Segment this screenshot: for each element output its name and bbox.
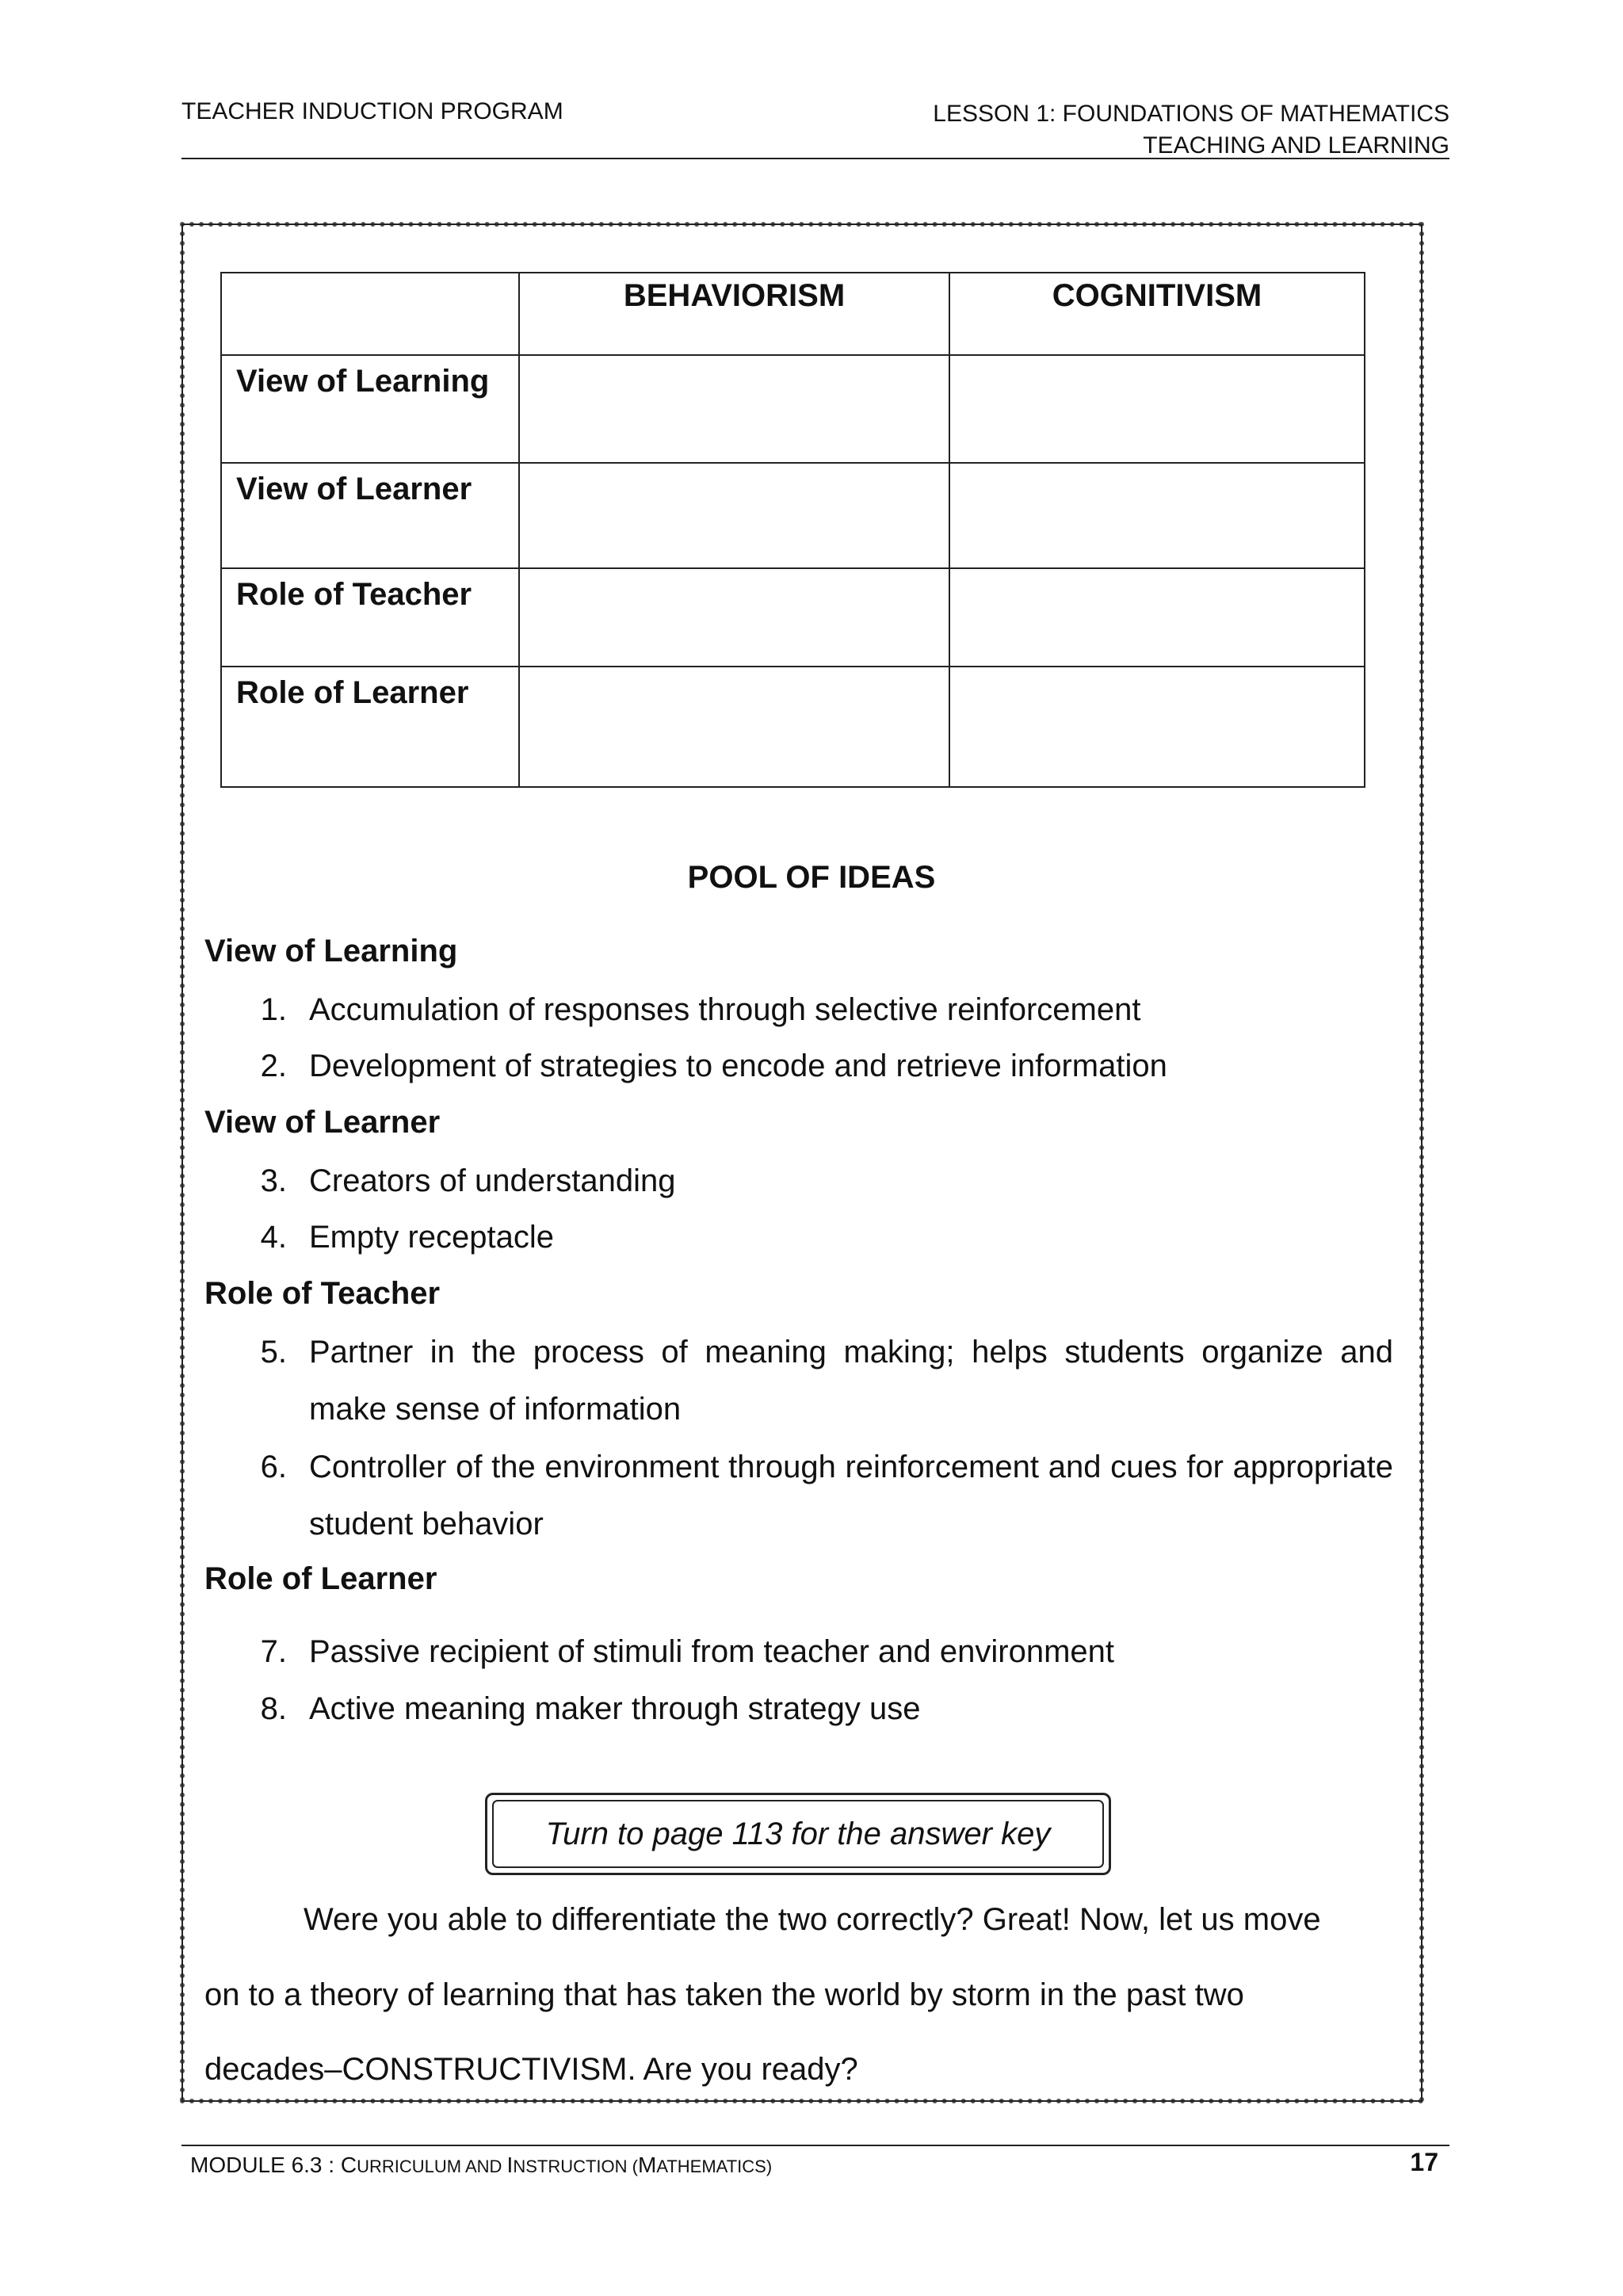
item-number: 4. (260, 1220, 287, 1255)
item-text: Empty receptacle (309, 1220, 555, 1255)
behaviorism-view-of-learner-cell[interactable] (519, 463, 949, 568)
item-number: 3. (260, 1163, 287, 1198)
footer-module: MODULE 6.3 : (190, 2153, 341, 2177)
table-row (221, 568, 1365, 667)
behaviorism-role-of-teacher-cell[interactable] (519, 568, 949, 667)
section-heading-view-of-learning: View of Learning (204, 934, 458, 968)
page-header-right (933, 98, 1449, 162)
footer-mathematics-rest: ATHEMATICS) (656, 2157, 773, 2176)
header-right-line1: LESSON 1: FOUNDATIONS OF MATHEMATICS (933, 101, 1449, 127)
cognitivism-role-of-teacher-cell[interactable] (949, 568, 1365, 667)
closing-paragraph-line3: decades–CONSTRUCTIVISM. Are you ready? (204, 2052, 858, 2087)
pool-of-ideas-title: POOL OF IDEAS (687, 860, 936, 895)
footer-instruction-rest: NSTRUCTION ( (513, 2157, 638, 2176)
item-text: Controller of the environment through reinforcement and cues for appropriate student behavior (309, 1450, 1393, 1541)
item-text: Accumulation of responses through selective reinforcement (309, 992, 1141, 1027)
item-number: 1. (260, 992, 287, 1027)
item-number: 8. (260, 1691, 287, 1726)
table-row (221, 667, 1365, 787)
table-header-cognitivism: COGNITIVISM (949, 273, 1365, 355)
item-number: 5. (260, 1335, 287, 1370)
footer-curriculum-rest: URRICULUM AND (357, 2157, 507, 2176)
item-text: Partner in the process of meaning making; helps students organize and make sense of information (309, 1335, 1393, 1427)
table-row (221, 463, 1365, 568)
closing-paragraph-line1: Were you able to differentiate the two correctly? Great! Now, let us move (304, 1902, 1321, 1937)
footer-initial-c: C (340, 2153, 357, 2177)
table-row (221, 355, 1365, 463)
item-text: Development of strategies to encode and retrieve information (309, 1049, 1167, 1083)
section-heading-role-of-teacher: Role of Teacher (204, 1276, 441, 1311)
section-heading-view-of-learner: View of Learner (204, 1105, 441, 1140)
list-item (252, 1438, 1393, 1553)
comparison-table (220, 272, 1365, 788)
item-text: Passive recipient of stimuli from teacher and environment (309, 1634, 1115, 1669)
cognitivism-view-of-learning-cell[interactable] (949, 355, 1365, 463)
table-header-blank (221, 273, 519, 355)
item-number: 6. (260, 1450, 287, 1484)
list-item (252, 1324, 1393, 1438)
cognitivism-role-of-learner-cell[interactable] (949, 667, 1365, 787)
header-right-line2: TEACHING AND LEARNING (1143, 132, 1449, 159)
row-label-role-of-learner: Role of Learner (221, 667, 519, 787)
footer-module-label (190, 2153, 772, 2178)
item-text: Creators of understanding (309, 1163, 676, 1198)
table-header-behaviorism: BEHAVIORISM (519, 273, 949, 355)
cognitivism-view-of-learner-cell[interactable] (949, 463, 1365, 568)
page-number: 17 (1410, 2148, 1438, 2176)
behaviorism-role-of-learner-cell[interactable] (519, 667, 949, 787)
header-rule (181, 158, 1449, 159)
footer-rule (181, 2145, 1449, 2146)
row-label-view-of-learning: View of Learning (221, 355, 519, 463)
answer-key-box (485, 1793, 1111, 1875)
item-text: Active meaning maker through strategy use (309, 1691, 921, 1726)
page-header-left: TEACHER INDUCTION PROGRAM (181, 98, 563, 124)
footer-initial-m: M (637, 2153, 657, 2177)
behaviorism-view-of-learning-cell[interactable] (519, 355, 949, 463)
item-number: 7. (260, 1634, 287, 1669)
footer-initial-i: I (506, 2153, 514, 2177)
table-header-row (221, 273, 1365, 355)
answer-key-text: Turn to page 113 for the answer key (492, 1800, 1104, 1868)
row-label-view-of-learner: View of Learner (221, 463, 519, 568)
closing-paragraph-line2: on to a theory of learning that has taken the world by storm in the past two (204, 1977, 1244, 2012)
section-heading-role-of-learner: Role of Learner (204, 1561, 437, 1596)
item-number: 2. (260, 1049, 287, 1083)
row-label-role-of-teacher: Role of Teacher (221, 568, 519, 667)
